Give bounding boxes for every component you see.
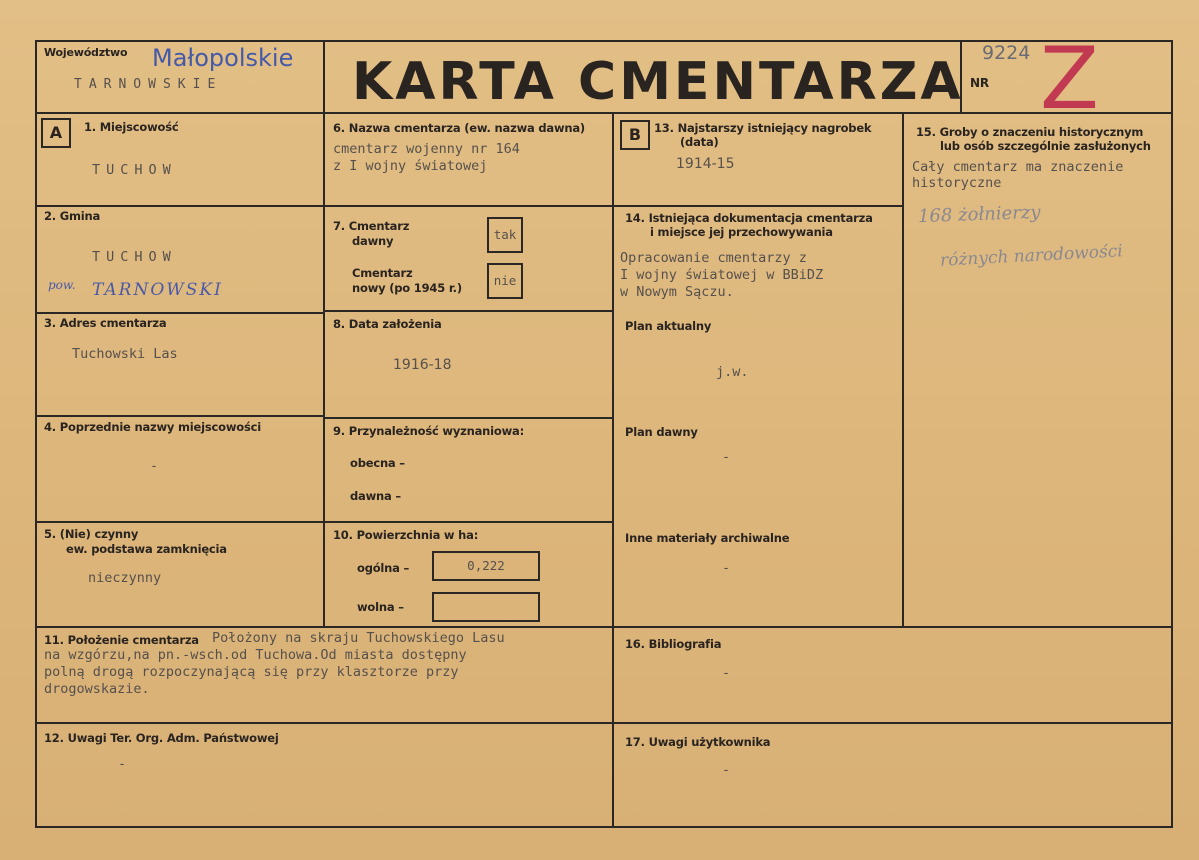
header-divider — [35, 112, 1173, 114]
f7-box-nowy: nie — [487, 263, 523, 299]
row-lower — [35, 722, 1173, 724]
f7-box-dawny: tak — [487, 217, 523, 253]
header-v1 — [323, 40, 325, 114]
f6-label: 6. Nazwa cmentarza (ew. nazwa dawna) — [333, 121, 585, 135]
inne-label: Inne materiały archiwalne — [625, 531, 790, 545]
f11-label: 11. Położenie cmentarza — [44, 633, 199, 647]
col-v3 — [902, 112, 904, 628]
f9-obecna: obecna – — [350, 456, 405, 470]
f15-hand-1: 168 żołnierzy — [917, 201, 1041, 228]
f8-label: 8. Data założenia — [333, 317, 442, 331]
f1-label: 1. Miejscowość — [84, 120, 179, 134]
row-a2 — [35, 312, 325, 314]
f5-label-1: 5. (Nie) czynny — [44, 527, 139, 541]
stamp-letter: Z — [1040, 29, 1099, 129]
section-b-letter: B — [620, 120, 650, 150]
f8-value: 1916-18 — [393, 357, 452, 373]
f11-line2: na wzgórzu,na pn.-wsch.od Tuchowa.Od miasta dostępny — [44, 647, 467, 663]
section-a-letter: A — [41, 118, 71, 148]
f10-wolna-box — [432, 592, 540, 622]
row-b2 — [323, 310, 614, 312]
col-v1 — [323, 112, 325, 626]
f13-label-1: 13. Najstarszy istniejący nagrobek — [654, 121, 872, 135]
row-a4 — [35, 521, 325, 523]
plan-dawny-value: - — [722, 449, 731, 465]
frame-right — [1171, 40, 1173, 828]
row-c1 — [612, 205, 904, 207]
f2-value: TUCHOW — [92, 249, 177, 265]
f15-line1: Cały cmentarz ma znaczenie — [912, 159, 1124, 175]
f6-line1: cmentarz wojenny nr 164 — [333, 141, 520, 157]
inne-value: - — [722, 560, 731, 576]
row-b3 — [323, 417, 614, 419]
f10-ogolna-box: 0,222 — [432, 551, 540, 581]
wojewodztwo-value: Małopolskie — [152, 44, 294, 72]
f5-value: nieczynny — [88, 570, 162, 586]
f6-line2: z I wojny światowej — [333, 158, 488, 174]
f14-label-2: i miejsce jej przechowywania — [650, 225, 833, 239]
f16-label: 16. Bibliografia — [625, 637, 722, 651]
f7-label-1: 7. Cmentarz — [333, 219, 410, 233]
f14-label-1: 14. Istniejąca dokumentacja cmentarza — [625, 211, 873, 225]
f17-label: 17. Uwagi użytkownika — [625, 735, 771, 749]
wojewodztwo-label: Województwo — [44, 46, 128, 59]
f14-line1: Opracowanie cmentarzy z — [620, 250, 807, 266]
f10-label: 10. Powierzchnia w ha: — [333, 528, 479, 542]
f12-value: - — [118, 756, 127, 772]
f1-value: TUCHOW — [92, 162, 177, 178]
f9-dawna: dawna – — [350, 489, 401, 503]
f16-value: - — [722, 665, 731, 681]
row-b1 — [323, 205, 614, 207]
f15-hand-2: różnych narodowości — [939, 241, 1124, 271]
row-a3 — [35, 415, 325, 417]
page-title: KARTA CMENTARZA — [352, 52, 964, 112]
col-v2 — [612, 112, 614, 826]
f13-label-2: (data) — [680, 135, 719, 149]
f3-value: Tuchowski Las — [72, 346, 178, 362]
plan-dawny-label: Plan dawny — [625, 425, 698, 439]
f7-label-2: Cmentarz — [352, 266, 413, 280]
f2-label: 2. Gmina — [44, 209, 101, 223]
nr-label: NR — [970, 76, 989, 90]
f9-label: 9. Przynależność wyznaniowa: — [333, 424, 524, 438]
f15-label-2: lub osób szczególnie zasłużonych — [940, 139, 1151, 153]
frame-bottom — [35, 826, 1173, 828]
wojewodztwo-old: TARNOWSKIE — [74, 77, 223, 92]
f4-value: - — [150, 458, 159, 474]
plan-aktualny-value: j.w. — [716, 364, 749, 380]
f10-ogolna-label: ogólna – — [357, 561, 410, 575]
f10-wolna-label: wolna – — [357, 600, 404, 614]
f13-value: 1914-15 — [676, 156, 735, 172]
plan-aktualny-label: Plan aktualny — [625, 319, 712, 333]
f5-label-2: ew. podstawa zamknięcia — [66, 542, 227, 556]
f11-line3: polną drogą rozpoczynającą się przy klasztorze przy — [44, 664, 459, 680]
f11-line1: Położony na skraju Tuchowskiego Lasu — [212, 630, 505, 646]
f15-line2: historyczne — [912, 175, 1002, 191]
f2-pow-value: TARNOWSKI — [92, 280, 223, 300]
f12-label: 12. Uwagi Ter. Org. Adm. Państwowej — [44, 731, 279, 745]
f15-label-1: 15. Groby o znaczeniu historycznym — [916, 125, 1144, 139]
f2-pow-prefix: pow. — [48, 278, 76, 292]
card-number: 9224 — [982, 42, 1031, 64]
f7-label-2b: nowy (po 1945 r.) — [352, 281, 462, 295]
f11-line4: drogowskazie. — [44, 681, 150, 697]
f3-label: 3. Adres cmentarza — [44, 316, 167, 330]
f4-label: 4. Poprzednie nazwy miejscowości — [44, 420, 261, 434]
f17-value: - — [722, 762, 731, 778]
row-a1 — [35, 205, 325, 207]
frame-left — [35, 40, 37, 828]
f14-line2: I wojny światowej w BBiDZ — [620, 267, 824, 283]
f7-label-1b: dawny — [352, 234, 394, 248]
row-mid — [35, 626, 1173, 628]
f14-line3: w Nowym Sączu. — [620, 284, 734, 300]
row-b4 — [323, 521, 614, 523]
